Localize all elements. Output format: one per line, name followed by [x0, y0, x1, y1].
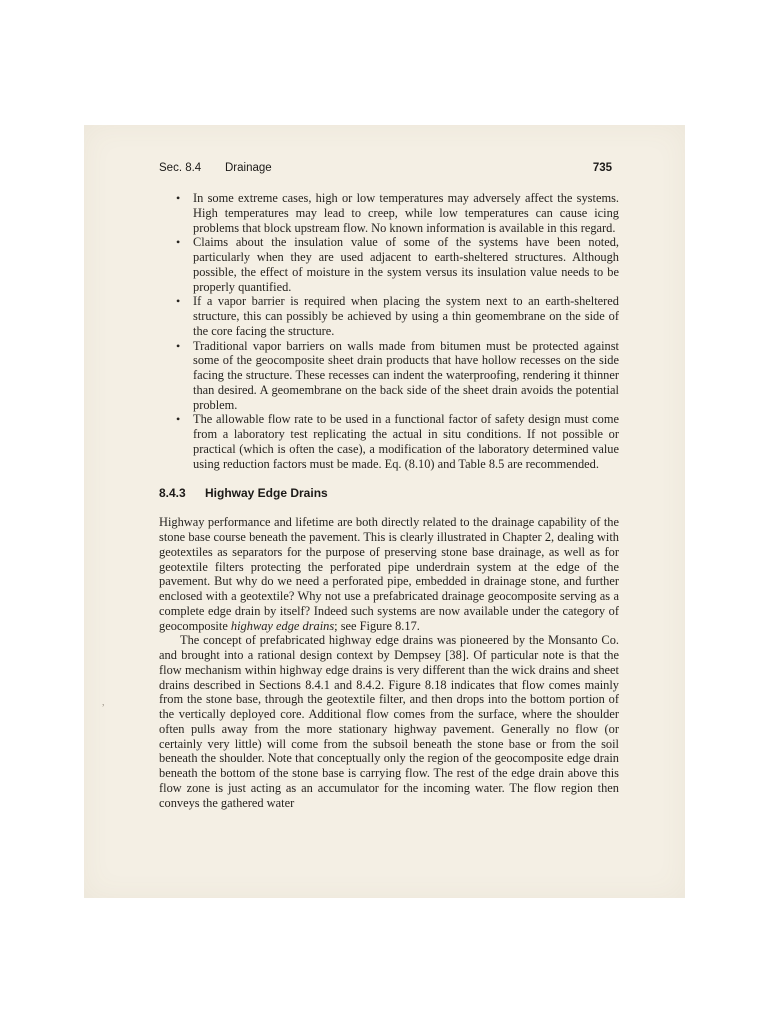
paragraph-text-end: ; see Figure 8.17. [334, 618, 420, 633]
bullet-item [159, 294, 619, 338]
bullet-text: In some extreme cases, high or low temperatures may adversely affect the systems. High temperatures may lead to creep, while low temperatures can cause icing problems that block upstream flow. No known information is available in this regard. [193, 191, 619, 235]
bullet-item [159, 191, 619, 235]
margin-mark: , [102, 697, 105, 708]
bullet-text: Claims about the insulation value of some of the systems have been noted, particularly when they are used adjacent to earth-sheltered structures. Although possible, the effect of moisture in the system versus its insulation value needs to be properly quantified. [193, 235, 619, 294]
bullet-item [159, 339, 619, 413]
subsection-heading [159, 485, 619, 501]
page-number: 735 [592, 162, 612, 174]
paragraph-prefabricated-drains: The concept of prefabricated highway edge drains was pioneered by the Monsanto Co. and brought into a rational design context by Dempsey [38]. Of particular note is that the flow mechanism within highway edge drains is very different than the wick drains and sheet drains described in Sections 8.4.1 and 8.4.2. Figure 8.18 indicates that flow comes mainly from the stone base, through the geotextile filter, and then drops into the bottom portion of the vertically deployed core. Additional flow comes from the surface, where the shoulder often pulls away from the more stationary highway pavement. Generally no flow (or certainly very little) will come from the subsoil beneath the stone base or from the soil beneath the shoulder. Note that conceptually only the region of the geocomposite edge drain beneath the bottom of the stone base is carrying flow. The rest of the edge drain above this flow zone is just acting as an accumulator for the incoming water. The flow region then conveys the gathered water [159, 633, 619, 810]
paragraph-text: Highway performance and lifetime are both directly related to the drainage capability of the stone base course beneath the pavement. This is clearly illustrated in Chapter 2, dealing with geotextiles as separators for the purpose of preserving stone base drainage, as well as for geotextile filters protecting the perforated pipe underdrain system at the edge of the pavement. But why do we need a perforated pipe, embedded in drainage stone, and further enclosed with a geotextile? Why not use a prefabricated drainage geocomposite serving as a complete edge drain by itself? Indeed such systems are now available under the category of geocomposite [159, 515, 619, 633]
bullet-item [159, 235, 619, 294]
book-page [84, 125, 685, 898]
running-header [159, 158, 612, 178]
bullet-icon: • [176, 412, 181, 427]
bullet-icon: • [176, 338, 181, 353]
paragraph-highway-performance [159, 515, 619, 633]
page-body [159, 191, 619, 810]
bullet-item [159, 412, 619, 471]
bullet-text: The allowable flow rate to be used in a functional factor of safety design must come from a laboratory test replicating the actual in situ conditions. If not possible or practical (which is often the case), a modification of the laboratory determined value using reduction factors must be made. Eq. (8.10) and Table 8.5 are recommended. [193, 412, 619, 471]
italic-term: highway edge drains [230, 618, 335, 633]
bullet-icon: • [176, 191, 181, 205]
section-number: Sec. 8.4 [159, 162, 202, 174]
subsection-number: 8.4.3 [159, 486, 186, 501]
bullet-icon: • [176, 294, 181, 309]
bullet-text: Traditional vapor barriers on walls made from bitumen must be protected against some of the geocomposite sheet drain products that have hollow recesses on the side facing the structure. These recesses can indent the waterproofing, rendering it thinner than desired. A geomembrane on the back side of the sheet drain avoids the potential problem. [193, 338, 619, 412]
bullet-list [159, 191, 619, 471]
bullet-text: If a vapor barrier is required when placing the system next to an earth-sheltered structure, this can possibly be achieved by using a thin geomembrane on the side of the core facing the structure. [193, 294, 619, 338]
section-title: Drainage [225, 162, 272, 174]
bullet-icon: • [176, 235, 181, 250]
subsection-title: Highway Edge Drains [205, 486, 328, 501]
